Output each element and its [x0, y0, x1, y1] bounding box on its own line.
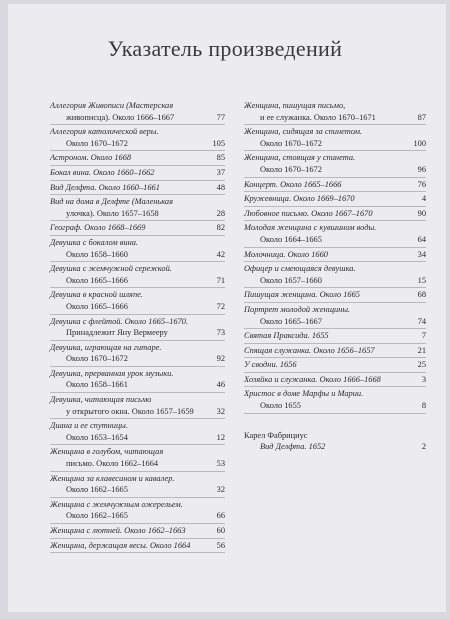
entry-title: Девушка с бокалом вина. — [50, 237, 139, 247]
index-entry — [50, 473, 225, 496]
entry-divider — [50, 235, 225, 236]
entry-title: Девушка в красной шляпе. — [50, 290, 143, 300]
entry-title-continued: письмо. Около 1662–1664 — [66, 459, 159, 469]
entry-divider — [50, 471, 225, 472]
entry-title-continued: живописца). Около 1666–1667 — [66, 112, 175, 122]
entry-divider — [244, 357, 426, 358]
entry-page: 21 — [417, 345, 426, 355]
entry-divider — [244, 206, 426, 207]
entry-page: 12 — [216, 432, 225, 442]
index-entry — [50, 126, 225, 149]
entry-title: Пишущая женщина. Около 1665 — [244, 290, 360, 300]
entry-title-continued: Около 1657–1660 — [260, 275, 322, 285]
entry-title: Аллегория Живописи (Мастерская — [50, 101, 174, 110]
entry-divider — [244, 287, 426, 288]
index-entry — [244, 388, 426, 411]
entry-title: Вид Делфта. 1652 — [260, 442, 326, 452]
entry-title: Женщина, пишущая письмо, — [244, 101, 346, 110]
entry-page: 2 — [421, 442, 426, 452]
entry-page: 64 — [417, 234, 426, 244]
index-entry — [50, 222, 225, 234]
index-entry — [244, 330, 426, 342]
entry-title: У сводни. 1656 — [244, 360, 297, 370]
entry-divider — [50, 392, 225, 393]
index-entry — [244, 179, 426, 191]
entry-page: 15 — [417, 275, 426, 285]
index-entry — [244, 289, 426, 301]
entry-divider — [244, 261, 426, 262]
entry-divider — [244, 302, 426, 303]
entry-divider — [50, 523, 225, 524]
entry-title: Девушка, играющая на гитаре. — [50, 342, 162, 352]
entry-title-continued: Около 1665–1666 — [66, 301, 128, 311]
entry-divider — [50, 150, 225, 151]
entry-title-continued: Около 1655 — [260, 401, 301, 411]
entry-divider — [244, 247, 426, 248]
entry-title: Вид Делфта. Около 1660–1661 — [50, 182, 160, 192]
index-entry — [244, 222, 426, 245]
entry-divider — [50, 538, 225, 539]
entry-title-continued: Около 1658–1661 — [66, 380, 128, 390]
entry-divider — [50, 366, 225, 367]
author-name: Карел Фабрициус — [244, 430, 308, 440]
entry-page: 96 — [417, 164, 426, 174]
entry-title: Вид на дома в Делфте (Маленькая — [50, 197, 173, 207]
entry-page: 72 — [216, 301, 225, 311]
entry-title: Женщина с лютней. Около 1662–1663 — [50, 526, 186, 535]
index-entry — [50, 182, 225, 194]
entry-title: Спящая служанка. Около 1656–1657 — [244, 345, 375, 355]
entry-title: Женщина, стоящая у спинета. — [244, 153, 356, 163]
entry-divider — [50, 220, 225, 221]
entry-title: Аллегория католической веры. — [50, 127, 159, 137]
index-entry — [244, 304, 426, 327]
entry-title: Женщина, держащая весы. Около 1664 — [50, 540, 191, 550]
entry-divider — [50, 287, 225, 288]
entry-page: 90 — [417, 208, 426, 218]
index-entry — [50, 152, 225, 164]
entry-divider — [50, 165, 225, 166]
entry-title: Молочница. Около 1660 — [244, 249, 328, 259]
entry-page: 74 — [417, 316, 426, 326]
page-title: Указатель произведений — [107, 36, 343, 61]
entry-page: 92 — [216, 354, 225, 364]
entry-page: 32 — [216, 406, 225, 416]
entry-title: Портрет молодой женщины. — [244, 304, 351, 314]
index-entry — [50, 394, 225, 417]
index-entry — [244, 100, 426, 123]
entry-page: 48 — [216, 182, 225, 192]
entry-page: 82 — [216, 223, 225, 233]
index-entry — [50, 499, 225, 522]
entry-title: Женщина с жемчужным ожерельем. — [50, 499, 183, 509]
entry-page: 85 — [216, 153, 225, 163]
entry-title: Офицер и смеющаяся девушка. — [244, 264, 356, 274]
index-entry — [244, 374, 426, 386]
entry-title-continued: Около 1662–1665 — [66, 485, 128, 495]
entry-divider — [50, 552, 225, 553]
entry-title-continued: улочка). Около 1657–1658 — [66, 208, 159, 218]
entry-divider — [50, 124, 225, 125]
entry-page: 73 — [216, 328, 225, 338]
entry-page: 42 — [216, 249, 225, 259]
entry-title: Диана и ее спутницы. — [50, 421, 128, 431]
index-entry — [50, 263, 225, 286]
entry-divider — [244, 191, 426, 192]
entry-divider — [50, 418, 225, 419]
entry-title-continued: Около 1670–1672 — [260, 164, 322, 174]
author-entry — [244, 430, 426, 453]
index-entry — [244, 208, 426, 220]
index-entry — [50, 525, 225, 537]
entry-divider — [244, 372, 426, 373]
index-entry — [244, 345, 426, 357]
entry-page: 32 — [216, 485, 225, 495]
entry-title-continued: Около 1658–1660 — [66, 249, 128, 259]
index-entry — [244, 152, 426, 175]
entry-title: Географ. Около 1668–1669 — [50, 223, 146, 233]
index-entry — [50, 342, 225, 365]
entry-page: 100 — [413, 138, 426, 148]
entry-divider — [50, 444, 225, 445]
entry-divider — [50, 194, 225, 195]
entry-title: Концерт. Около 1665–1666 — [244, 179, 342, 189]
entry-divider — [244, 177, 426, 178]
entry-divider — [244, 328, 426, 329]
entry-page: 46 — [216, 380, 225, 390]
entry-title-continued: Около 1670–1672 — [66, 138, 128, 148]
index-entry — [50, 167, 225, 179]
entry-title: Хозяйка и служанка. Около 1666–1668 — [244, 374, 381, 384]
entry-page: 66 — [216, 511, 225, 521]
entry-title-continued: Около 1665–1667 — [260, 316, 322, 326]
entry-title-continued: Около 1664–1665 — [260, 234, 322, 244]
entry-divider — [244, 413, 426, 414]
entry-title-continued: Около 1670–1672 — [66, 354, 128, 364]
entry-title: Девушка с жемчужной сережкой. — [50, 264, 172, 274]
entry-title: Астроном. Около 1668 — [50, 153, 132, 163]
index-entry — [50, 540, 225, 552]
index-entry — [50, 368, 225, 391]
entry-page: 77 — [216, 112, 225, 122]
entry-page: 71 — [216, 275, 225, 285]
index-entry — [50, 196, 225, 219]
entry-title: Женщина за клавесином и кавалер. — [50, 473, 175, 483]
index-entry — [50, 237, 225, 260]
entry-page: 76 — [417, 179, 426, 189]
entry-title-continued: Принадлежит Яну Вермееру — [66, 328, 168, 338]
entry-page: 60 — [216, 526, 225, 535]
index-column-right — [244, 100, 426, 453]
entry-page: 25 — [417, 360, 426, 370]
entry-title: Кружевница. Около 1669–1670 — [244, 194, 355, 204]
entry-divider — [244, 343, 426, 344]
entry-title-continued: Около 1653–1654 — [66, 432, 128, 442]
entry-divider — [244, 150, 426, 151]
index-entry — [244, 193, 426, 205]
entry-title: Девушка, читающая письмо — [50, 395, 152, 405]
index-entry — [50, 316, 225, 339]
entry-page: 37 — [216, 167, 225, 177]
entry-page: 105 — [212, 138, 225, 148]
entry-page: 8 — [421, 401, 426, 411]
entry-divider — [244, 124, 426, 125]
entry-page: 53 — [216, 459, 225, 469]
entry-title: Молодая женщина с кувшином воды. — [244, 223, 377, 233]
index-entry — [50, 289, 225, 312]
index-entry — [50, 420, 225, 443]
entry-divider — [50, 261, 225, 262]
entry-title: Бокал вина. Около 1660–1662 — [50, 167, 155, 177]
index-entry — [50, 100, 225, 123]
entry-divider — [50, 314, 225, 315]
index-entry — [244, 126, 426, 149]
index-entry — [244, 263, 426, 286]
entry-title: Любовное письмо. Около 1667–1670 — [244, 208, 373, 218]
entry-page: 4 — [421, 194, 426, 204]
entry-title: Христос в доме Марфы и Марии. — [244, 389, 364, 399]
entry-page: 28 — [216, 208, 225, 218]
entry-page: 34 — [417, 249, 426, 259]
index-column-left — [50, 100, 225, 554]
entry-title: Девушка, прерванная урок музыки. — [50, 368, 174, 378]
entry-divider — [50, 340, 225, 341]
entry-title-continued: Около 1670–1672 — [260, 138, 322, 148]
entry-page: 3 — [421, 374, 426, 384]
entry-divider — [244, 220, 426, 221]
entry-title-continued: у открытого окна. Около 1657–1659 — [66, 406, 194, 416]
entry-divider — [50, 180, 225, 181]
entry-title-continued: и ее служанка. Около 1670–1671 — [260, 112, 376, 122]
entry-divider — [50, 497, 225, 498]
index-entry — [50, 446, 225, 469]
entry-title-continued: Около 1662–1665 — [66, 511, 128, 521]
index-entry — [244, 249, 426, 261]
index-entry — [244, 359, 426, 371]
entry-title: Святая Праксида. 1655 — [244, 331, 329, 341]
entry-page: 56 — [216, 540, 225, 550]
entry-title: Женщина в голубом, читающая — [50, 447, 164, 457]
entry-title-continued: Около 1665–1666 — [66, 275, 128, 285]
entry-page: 68 — [417, 290, 426, 300]
entry-page: 7 — [421, 331, 426, 341]
entry-title: Девушка с флейтой. Около 1665–1670. — [50, 316, 189, 326]
index-entry — [244, 441, 426, 453]
entry-page: 87 — [417, 112, 426, 122]
entry-title: Женщина, сидящая за спинетом. — [244, 127, 363, 137]
entry-divider — [244, 386, 426, 387]
